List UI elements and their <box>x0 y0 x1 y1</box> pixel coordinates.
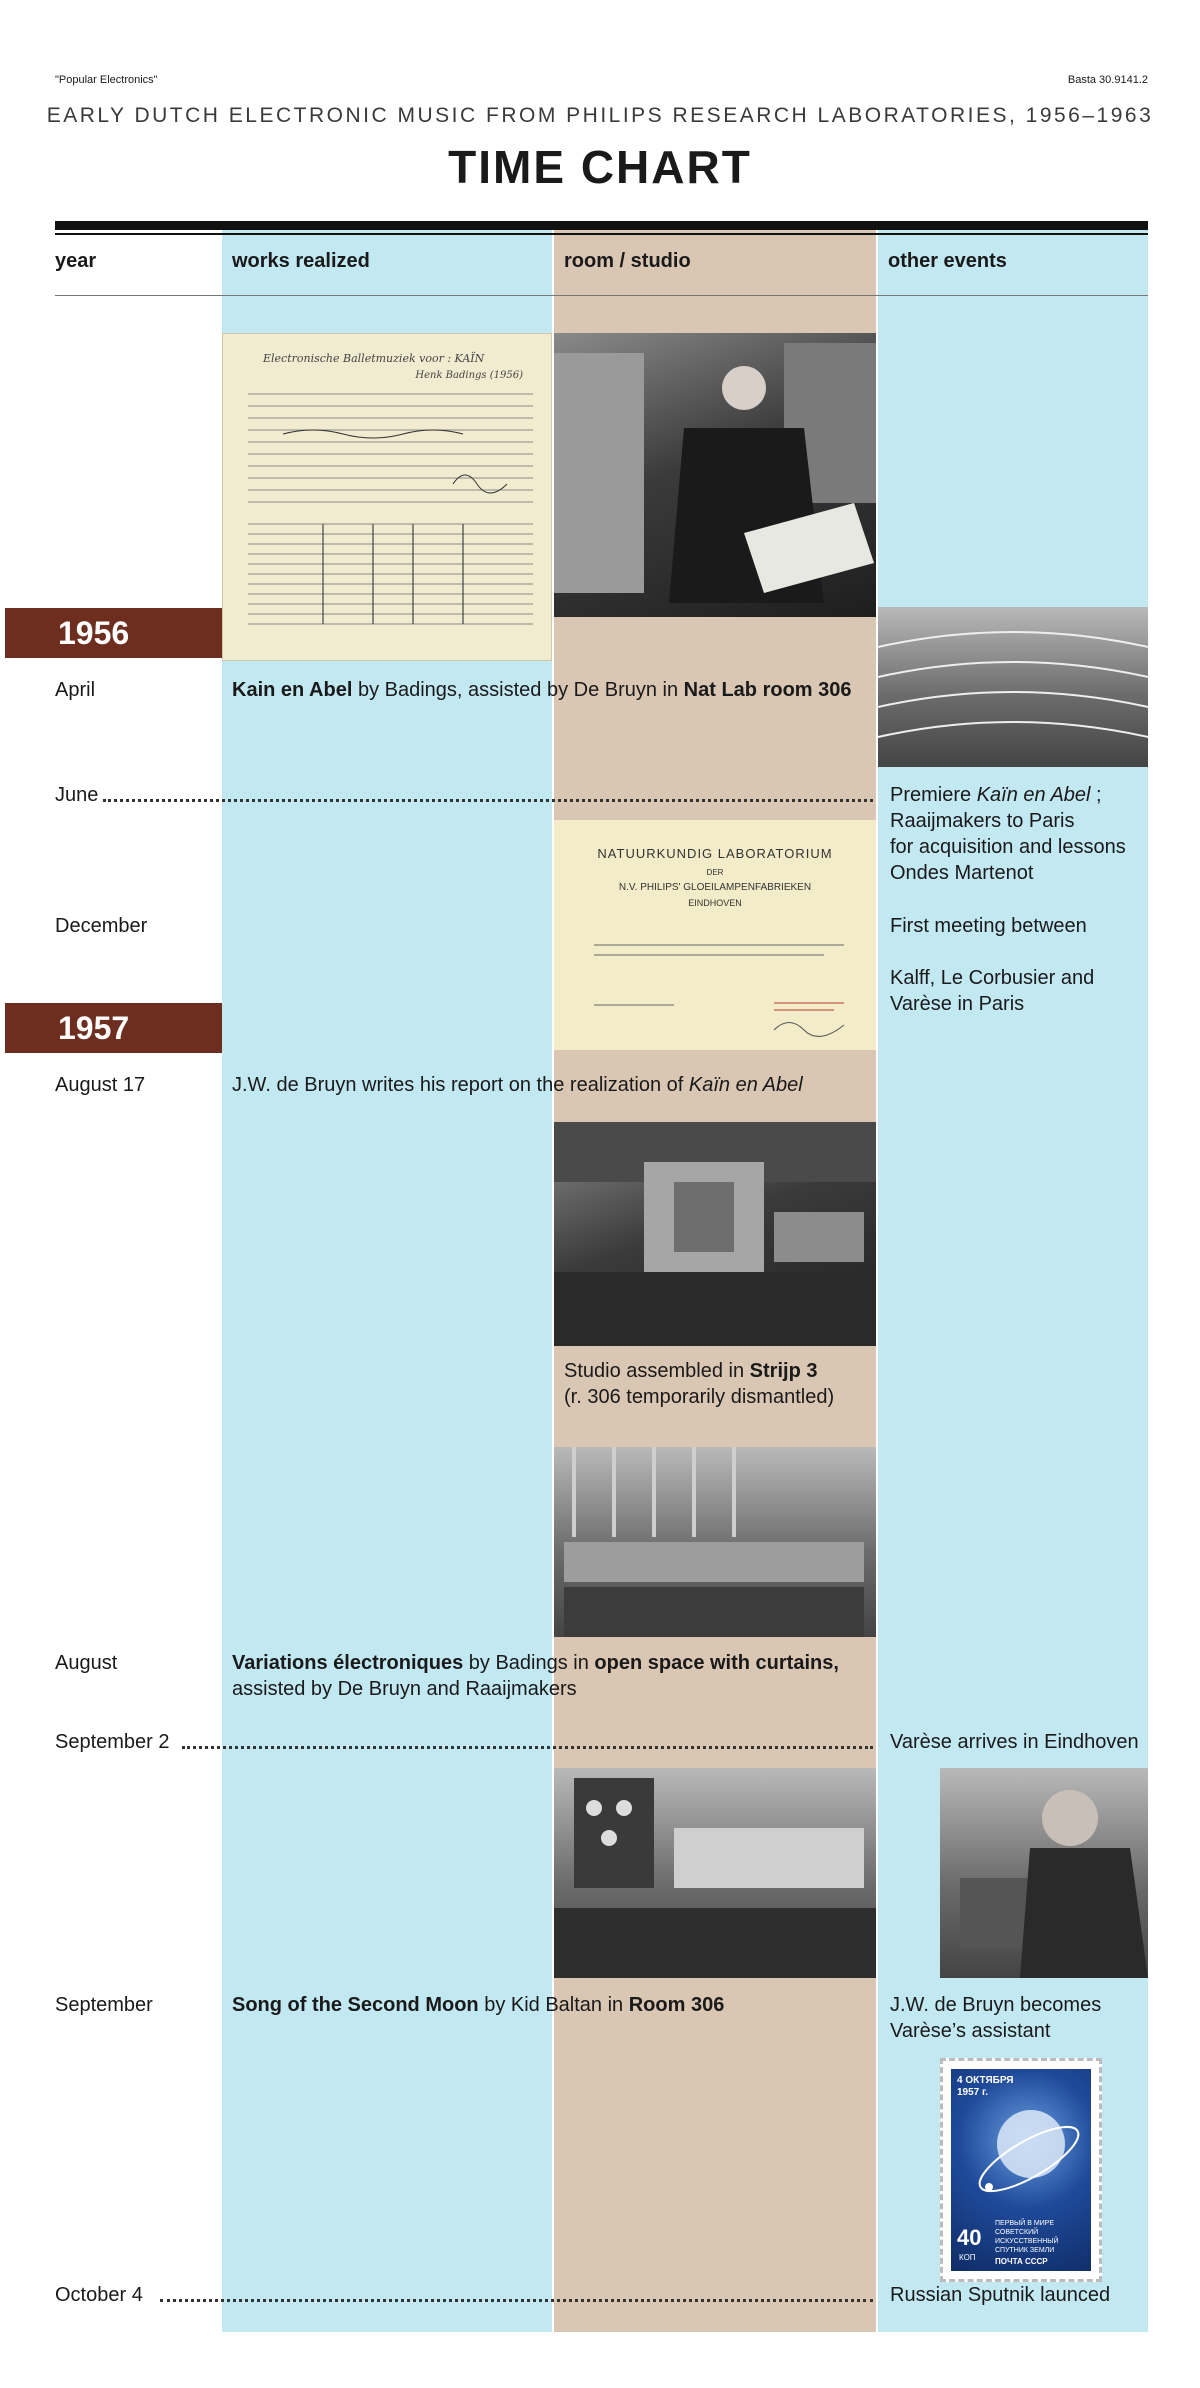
date-september: September <box>55 1994 153 2016</box>
score-author: Henk Badings (1956) <box>415 370 523 381</box>
letter-line-3: N.V. PHILIPS' GLOEILAMPENFABRIEKEN <box>618 882 812 893</box>
letter-line-4: EINDHOVEN <box>688 898 742 908</box>
score-heading: Electronische Balletmuziek voor : KAÏN <box>263 352 485 365</box>
page-title: TIME CHART <box>448 141 752 193</box>
badings-studio-photo-shapes <box>554 333 876 617</box>
work-title: Kain en Abel <box>232 679 353 701</box>
work-kain-en-abel <box>232 677 852 703</box>
oct4-dotted-leader <box>160 2299 873 2302</box>
letter-line-2: DER <box>706 868 724 877</box>
work-report <box>232 1072 803 1098</box>
varese-debruyn-photo-shapes <box>940 1768 1148 1978</box>
event-varese-paris: Varèse in Paris <box>890 993 1025 1015</box>
event-raaijmakers: Raaijmakers to Paris <box>890 810 1075 832</box>
concert-hall-photo-shapes <box>878 607 1148 767</box>
event-kalff: Kalff, Le Corbusier and <box>890 967 1095 989</box>
badings-studio-photo <box>554 333 876 617</box>
room306-photo-shapes <box>554 1768 876 1978</box>
concert-hall-photo <box>878 607 1148 767</box>
stamp-unit: КОП <box>959 2253 976 2262</box>
column-header-room: room / studio <box>564 250 691 272</box>
date-september-2: September 2 <box>55 1731 170 1753</box>
event-sputnik: Russian Sputnik launced <box>890 2284 1111 2306</box>
work-song-room: Room 306 <box>628 1994 725 2016</box>
header-left-label: "Popular Electronics" <box>55 74 158 86</box>
date-august-17: August 17 <box>55 1074 146 1096</box>
work-song-title: Song of the Second Moon <box>232 1994 479 2016</box>
strijp-studio-photo-shapes <box>554 1122 876 1346</box>
year-band-1956: 1956 <box>5 608 222 658</box>
room306-photo <box>554 1768 876 1978</box>
date-april: April <box>55 679 96 701</box>
column-header-divider <box>55 295 1148 296</box>
date-october-4: October 4 <box>55 2284 143 2306</box>
natlab-letter-image <box>554 820 876 1050</box>
event-premiere-suffix: ; <box>1090 784 1102 806</box>
event-first-meeting: First meeting between <box>890 915 1087 937</box>
stamp-value: 40 <box>957 2225 982 2250</box>
stamp-country: ПОЧТА СССР <box>995 2257 1048 2266</box>
work-report-title: Kaïn en Abel <box>688 1074 803 1096</box>
sep2-dotted-leader <box>182 1746 873 1749</box>
date-august: August <box>55 1652 118 1674</box>
column-header-works: works realized <box>232 250 370 272</box>
work-description: by Badings, assisted by De Bruyn in <box>352 679 684 701</box>
year-band-1957: 1957 <box>5 1003 222 1053</box>
score-staff-lines <box>223 334 552 661</box>
strijp-caption-place: Strijp 3 <box>749 1360 818 1382</box>
header-rule <box>55 221 1148 230</box>
work-song-second-moon <box>232 1992 724 2018</box>
date-june: June <box>55 784 99 806</box>
event-varese-arrives: Varèse arrives in Eindhoven <box>890 1731 1139 1753</box>
event-varese-assistant: Varèse’s assistant <box>890 2020 1051 2042</box>
strijp-caption-line2: (r. 306 temporarily dismantled) <box>564 1386 835 1408</box>
column-header-year: year <box>55 250 97 272</box>
work-variations-mid: by Badings in <box>463 1652 595 1674</box>
event-premiere-title: Kaïn en Abel <box>976 784 1091 806</box>
stamp-caption: ПЕРВЫЙ В МИРЕ СОВЕТСКИЙ ИСКУССТВЕННЫЙ СПУТНИК ЗЕМЛИ <box>995 2220 1059 2254</box>
work-variations-title: Variations électroniques <box>232 1652 464 1674</box>
june-dotted-leader <box>103 799 873 802</box>
work-variations-line2: assisted by De Bruyn and Raaijmakers <box>232 1678 577 1700</box>
work-song-mid: by Kid Baltan in <box>478 1994 629 2016</box>
page-subtitle: EARLY DUTCH ELECTRONIC MUSIC FROM PHILIPS RESEARCH LABORATORIES, 1956–1963 <box>46 104 1154 127</box>
stamp-date: 4 ОКТЯБРЯ 1957 г. <box>957 2075 1014 2098</box>
work-variations <box>232 1650 839 1676</box>
strijp-studio-photo <box>554 1122 876 1346</box>
varese-debruyn-photo <box>940 1768 1148 1978</box>
stamp-face <box>951 2069 1091 2271</box>
header-rule-thin <box>55 233 1148 235</box>
score-manuscript-image <box>222 333 552 661</box>
date-december: December <box>55 915 148 937</box>
work-report-text: J.W. de Bruyn writes his report on the realization of <box>232 1074 689 1096</box>
curtain-studio-photo <box>554 1447 876 1637</box>
column-header-other: other events <box>888 250 1007 272</box>
room-name: Nat Lab room 306 <box>683 679 852 701</box>
event-premiere <box>890 782 1102 808</box>
event-acquisition: for acquisition and lessons <box>890 836 1126 858</box>
event-debruyn-assistant: J.W. de Bruyn becomes <box>890 1994 1102 2016</box>
sputnik-stamp-image <box>940 2058 1102 2282</box>
letter-line-1: NATUURKUNDIG LABORATORIUM <box>597 846 833 861</box>
work-variations-place: open space with curtains, <box>594 1652 839 1674</box>
strijp-caption-line1 <box>564 1358 817 1384</box>
letter-body-lines <box>554 820 876 1050</box>
curtain-studio-photo-shapes <box>554 1447 876 1637</box>
strijp-caption-text: Studio assembled in <box>564 1360 750 1382</box>
event-ondes: Ondes Martenot <box>890 862 1034 884</box>
header-right-label: Basta 30.9141.2 <box>1067 74 1148 86</box>
event-premiere-prefix: Premiere <box>890 784 977 806</box>
